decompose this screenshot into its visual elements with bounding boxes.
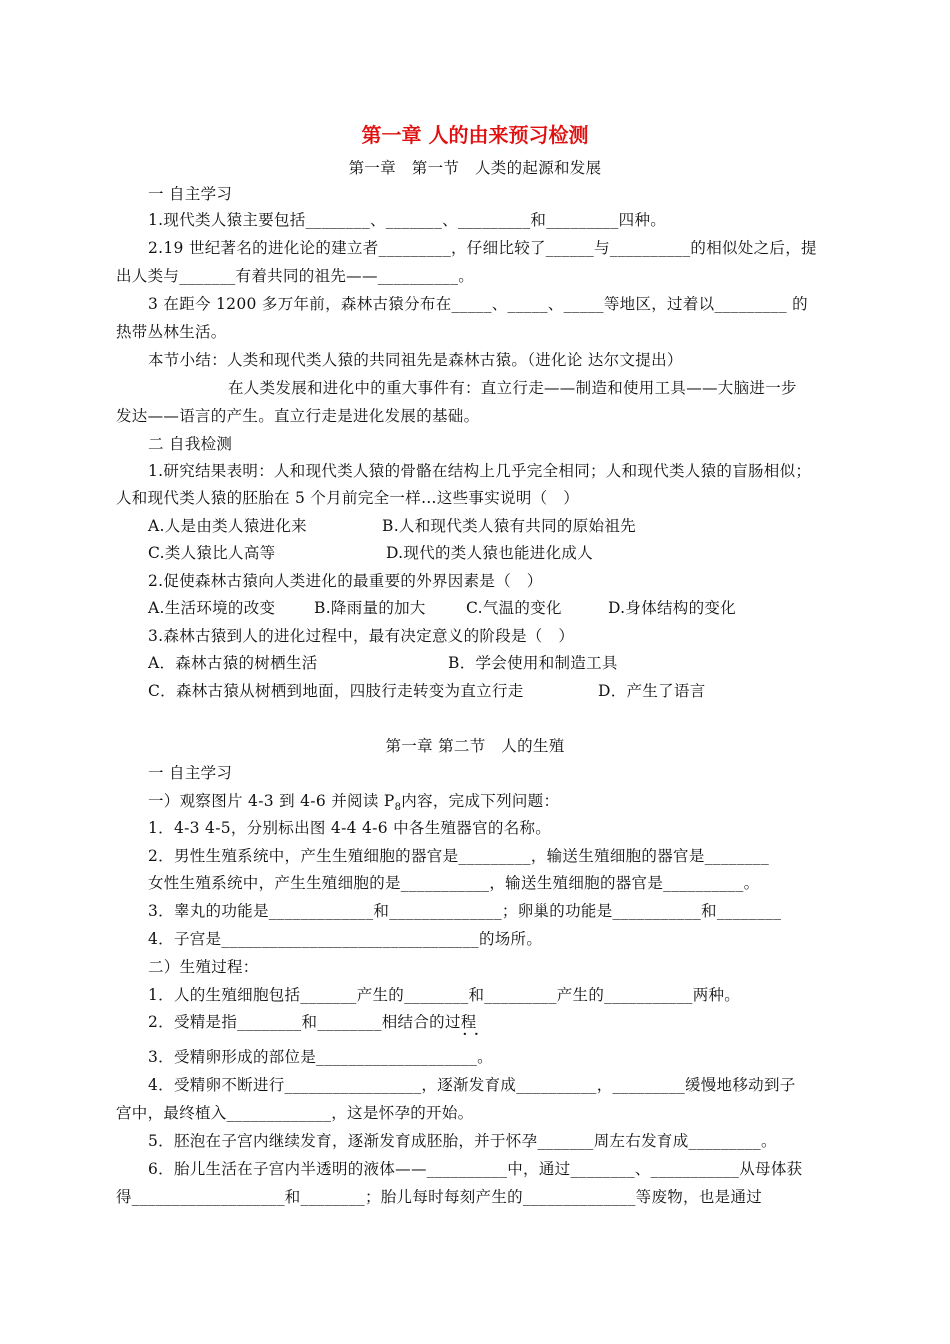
subsection-1-text: 一）观察图片 4-3 到 4-6 并阅读 P [148,792,395,810]
question-1: 1.现代类人猿主要包括________、_______、_________和_________四种。 [148,211,667,229]
check-2: 2.促使森林古猿向人类进化的最重要的外界因素是（ ） [148,572,543,590]
process-4-line2: 宫中，最终植入_____________，这是怀孕的开始。 [116,1104,474,1122]
summary-line1: 本节小结：人类和现代类人猿的共同祖先是森林古猿。（进化论 达尔文提出） [148,351,683,369]
page-subscript: 8 [394,802,402,814]
subsection-1-rest: 内容，完成下列问题： [401,792,560,810]
check-3: 3.森林古猿到人的进化过程中，最有决定意义的阶段是（ ） [148,627,575,645]
process-6-line2: 得___________________和________；胎儿每时每刻产生的______________等废物，也是通过 [116,1188,763,1206]
check-3-option-b: B．学会使用和制造工具 [448,654,618,672]
summary-line2: 在人类发展和进化中的重大事件有：直立行走——制造和使用工具——大脑进一步 [228,379,797,397]
check-3-option-c: C．森林古猿从树栖到地面，四肢行走转变为直立行走 [148,682,524,700]
process-3: 3．受精卵形成的部位是____________________。 [148,1048,493,1066]
page-title: 第一章 人的由来预习检测 [361,123,589,147]
check-2-option-a: A.生活环境的改变 [148,599,276,617]
emphasis-dots: · · [462,1024,480,1045]
study-1: 1．4-3 4-5，分别标出图 4-4 4-6 中各生殖器官的名称。 [148,819,552,837]
process-6-line1: 6．胎儿生活在子宫内半透明的液体——__________中，通过________、___________从母体获 [148,1160,803,1178]
check-2-option-b: B.降雨量的加大 [314,599,426,617]
check-1-line1: 1.研究结果表明：人和现代类人猿的骨骼在结构上几乎完全相同；人和现代类人猿的盲肠相似； [148,462,812,480]
subsection-2-heading: 二）生殖过程： [148,958,259,976]
process-1: 1．人的生殖细胞包括_______产生的________和_________产生的___________两种。 [148,986,741,1004]
process-2: 2．受精是指________和________相结合的过程 [148,1013,477,1031]
check-3-option-d: D．产生了语言 [598,682,706,700]
question-2-line1: 2.19 世纪著名的进化论的建立者_________，仔细比较了______与__________的相似处之后，提 [148,239,817,257]
question-3-line1: 3 在距今 1200 多万年前，森林古猿分布在_____、_____、_____等地区，过着以_________ 的 [148,295,808,313]
question-2-line2: 出人类与_______有着共同的祖先——__________。 [116,267,475,285]
study-3: 3．睾丸的功能是_____________和______________；卵巢的功能是___________和________ [148,902,782,920]
check-1-line2: 人和现代类人猿的胚胎在 5 个月前完全一样…这些事实说明（ ） [116,489,580,507]
study-2-line1: 2．男性生殖系统中，产生生殖细胞的器官是_________，输送生殖细胞的器官是________ [148,847,770,865]
check-3-option-a: A．森林古猿的树栖生活 [148,654,318,672]
question-3-line2: 热带丛林生活。 [116,323,227,341]
process-4-line1: 4．受精卵不断进行_________________，逐渐发育成__________，_________缓慢地移动到子 [148,1076,796,1094]
check-2-option-c: C.气温的变化 [466,599,562,617]
check-1-option-d: D.现代的类人猿也能进化成人 [386,544,594,562]
check-2-option-d: D.身体结构的变化 [608,599,737,617]
section2-heading: 第一章 第二节 人的生殖 [385,737,565,755]
check-1-option-b: B.人和现代类人猿有共同的原始祖先 [382,517,636,535]
check-1-option-c: C.类人猿比人高等 [148,544,276,562]
summary-line3: 发达——语言的产生。直立行走是进化发展的基础。 [116,407,480,425]
study-2-line2: 女性生殖系统中，产生生殖细胞的是___________，输送生殖细胞的器官是__________。 [148,874,760,892]
section1-heading: 第一章 第一节 人类的起源和发展 [348,159,602,177]
section1-part2-heading: 二 自我检测 [148,435,233,453]
section2-part1-heading: 一 自主学习 [148,764,233,782]
check-1-option-a: A.人是由类人猿进化来 [148,517,307,535]
study-4: 4．子宫是________________________________的场所。 [148,930,543,948]
process-5: 5．胚泡在子宫内继续发育，逐渐发育成胚胎，并于怀孕_______周左右发育成_________。 [148,1132,777,1150]
section1-part1-heading: 一 自主学习 [148,185,233,203]
